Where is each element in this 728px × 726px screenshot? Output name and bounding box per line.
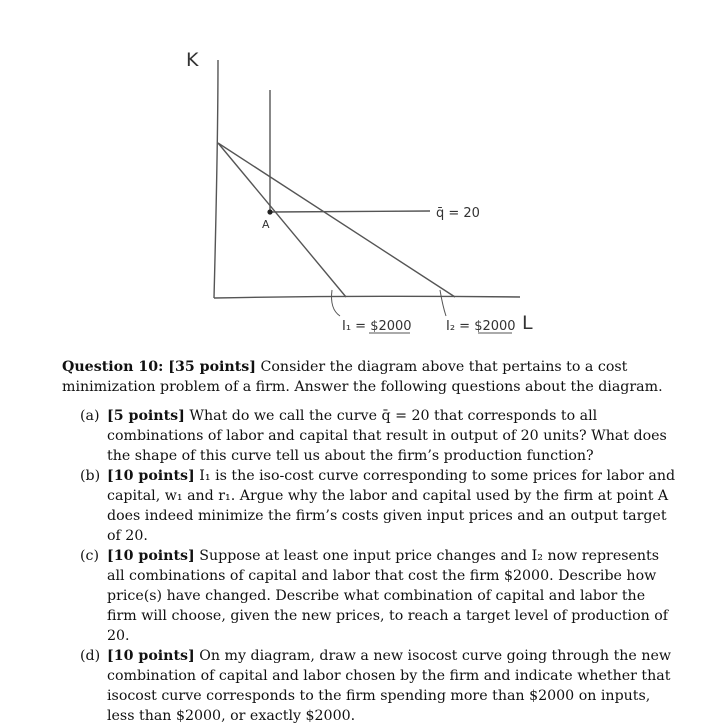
cost-minimization-diagram [0, 0, 728, 345]
part-d-label: (d) [80, 648, 101, 664]
isocost2-pointer [440, 290, 446, 316]
isoquant-curve [270, 90, 430, 212]
l-axis-label: L [522, 312, 533, 334]
part-b-label: (b) [80, 468, 101, 484]
part-c-label: (c) [80, 548, 100, 564]
question-10 [62, 357, 677, 726]
part-c-text: Suppose at least one input price changes and I₂ now represents all combinations of capital and labor that cost the firm $2000. Describe how price(s) have changed. Describe what combination of capital and labor the firm will choose, given the new prices, to reach a target level of production of 20. [107, 548, 669, 644]
part-b-text: I₁ is the iso-cost curve corresponding to some prices for labor and capital, w₁ and r₁. Argue why the labor and capital used by the firm at point A does indeed minimize the firm’s costs given input prices and an output target of 20. [107, 468, 676, 544]
question-heading: Question 10: [35 points] [62, 359, 257, 375]
point-a-label: A [262, 218, 270, 231]
question-intro [62, 357, 677, 397]
isocost-line-2 [218, 143, 455, 297]
part-d-points: [10 points] [107, 648, 195, 664]
question-part-a [62, 406, 677, 466]
question-parts [62, 406, 677, 726]
part-a-points: [5 points] [107, 408, 185, 424]
question-part-d [62, 646, 677, 726]
isocost1-label: I₁ = $2000 [342, 319, 412, 334]
part-d-text: On my diagram, draw a new isocost curve going through the new combination of capital and labor chosen by the firm and indicate whether that isocost curve corresponds to the firm spending more than $2000 on inputs, less than $2000, or exactly $2000. [107, 648, 671, 724]
question-intro-text: Consider the diagram above that pertains to a cost minimization problem of a firm. Answer the following questions about the diagram. [62, 359, 663, 395]
part-b-points: [10 points] [107, 468, 195, 484]
vertical-axis [214, 60, 218, 298]
question-part-c [62, 546, 677, 646]
isocost-line-1 [218, 143, 346, 297]
question-part-b [62, 466, 677, 546]
horizontal-axis [214, 296, 520, 298]
isocost1-pointer [331, 290, 340, 316]
isoquant-label: q̄ = 20 [436, 206, 480, 221]
part-a-label: (a) [80, 408, 100, 424]
part-c-points: [10 points] [107, 548, 195, 564]
isocost2-label: I₂ = $2000 [446, 319, 516, 334]
part-a-text: What do we call the curve q̄ = 20 that corresponds to all combinations of labor and capital that result in output of 20 units? What does the shape of this curve tell us about the firm’s production function? [107, 408, 667, 464]
point-a-marker [267, 209, 272, 214]
k-axis-label: K [186, 49, 199, 71]
